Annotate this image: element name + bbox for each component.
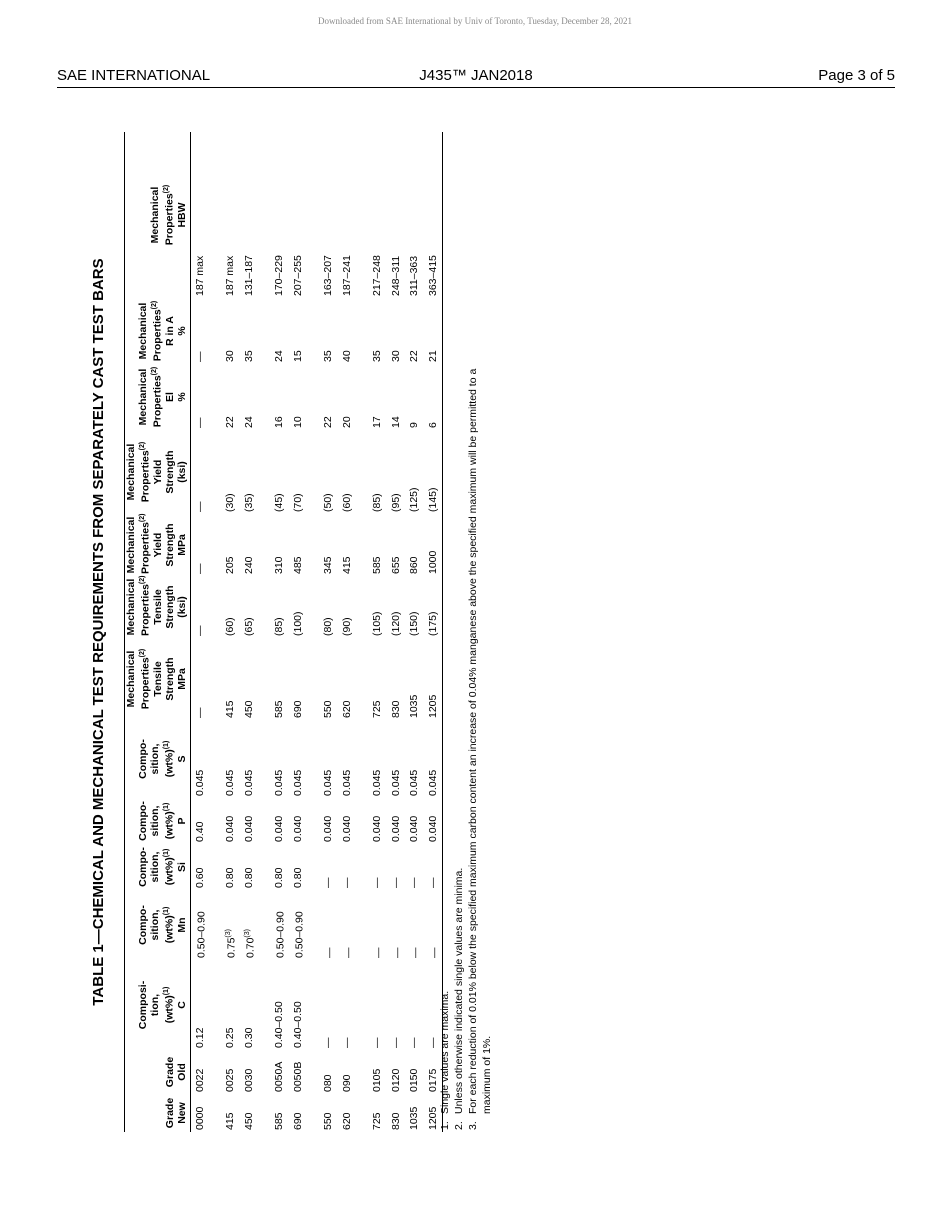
header-publisher: SAE INTERNATIONAL [57, 67, 211, 84]
col-comp-p: Compo- sition, $(wt\%)^{(1)}$ P [125, 798, 191, 844]
row-spacer [307, 132, 319, 1132]
table-row: 550 080 — — — 0.040 0.045 550 (80) 345 (50) 22 35 163–207 [322, 255, 336, 1130]
col-tensile-mpa: Mechanical Properties$^{(2)}$ Tensile Strength MPa [125, 638, 191, 720]
footnote-2: 2. Unless otherwise indicated single values are minima. [453, 867, 465, 1130]
table-row: 0000 0022 0.12 0.50–0.90 0.60 0.40 0.045 — — — — — — 187 max [193, 255, 207, 1130]
table-row: 585 0050A 0.40–0.50 0.50–0.90 0.80 0.040 0.045 585 (85) 310 (45) 16 24 170–229 [273, 255, 287, 1130]
page-header [57, 67, 895, 88]
col-reduction-area: Mechanical Properties$^{(2)}$ R in A % [125, 298, 191, 364]
col-elongation: Mechanical Properties$^{(2)}$ El % [125, 364, 191, 430]
col-yield-ksi: Mechanical Properties$^{(2)}$ Yield Strength (ksi) [125, 430, 191, 514]
col-comp-c: Composi- tion, $(wt\%)^{(1)}$ C [125, 960, 191, 1050]
header-doc-id: J435™ JAN2018 [419, 67, 533, 84]
footnote-3: 3. For each reduction of 0.01% below the specified maximum carbon content an increase of 0.04% manganese above the specified maximum will be permitted to a maximum of 1%. [467, 368, 493, 1130]
col-tensile-ksi: Mechanical Properties$^{(2)}$ Tensile Strength (ksi) [125, 576, 191, 638]
col-hardness: Mechanical Properties$^{(2)}$ HBW [125, 132, 191, 298]
row-spacer [209, 132, 221, 1132]
row-spacer [356, 132, 368, 1132]
table-row: 830 0120 — — — 0.040 0.045 830 (120) 655 (95) 14 30 248–311 [389, 255, 403, 1130]
header-page-number: Page 3 of 5 [818, 67, 895, 84]
col-comp-mn: Compo- sition, $(wt\%)^{(1)}$ Mn [125, 890, 191, 960]
rotated-table-block [90, 132, 530, 1132]
col-comp-si: Compo- sition, $(wt\%)^{(1)}$ Si [125, 844, 191, 890]
table-row: 1205 0175 — — — 0.040 0.045 1205 (175) 1000 (145) 6 21 363–415 [424, 132, 443, 1132]
requirements-table [124, 132, 443, 1132]
table-row: 450 0030 0.30 0.70$^{(3)}$ 0.80 0.040 0.045 450 (65) 240 (35) 24 35 131–187 [242, 255, 256, 1130]
row-spacer [258, 132, 270, 1132]
download-watermark: Downloaded from SAE International by Univ of Toronto, Tuesday, December 28, 2021 [317, 16, 633, 26]
col-yield-mpa: Mechanical Properties$^{(2)}$ Yield Strength MPa [125, 514, 191, 576]
col-grade-new: Grade New [125, 1094, 191, 1132]
table-title: TABLE 1—CHEMICAL AND MECHANICAL TEST REQUIREMENTS FROM SEPARATELY CAST TEST BARS [90, 258, 107, 1006]
col-comp-s: Compo- sition, $(wt\%)^{(1)}$ S [125, 720, 191, 798]
footnote-1: 1. Single values are maxima. [439, 990, 451, 1130]
table-header-row [125, 132, 191, 1132]
table-row: 415 0025 0.25 0.75$^{(3)}$ 0.80 0.040 0.045 415 (60) 205 (30) 22 30 187 max [224, 255, 238, 1130]
table-row: 690 0050B 0.40–0.50 0.50–0.90 0.80 0.040 0.045 690 (100) 485 (70) 10 15 207–255 [291, 255, 305, 1130]
col-grade-old: Grade Old [125, 1050, 191, 1094]
table-footnotes [438, 352, 494, 1132]
table-row: 620 090 — — — 0.040 0.045 620 (90) 415 (60) 20 40 187–241 [340, 255, 354, 1130]
table-row: 725 0105 — — — 0.040 0.045 725 (105) 585 (85) 17 35 217–248 [371, 255, 385, 1130]
table-row: 1035 0150 — — — 0.040 0.045 1035 (150) 860 (125) 9 22 311–363 [408, 255, 422, 1130]
